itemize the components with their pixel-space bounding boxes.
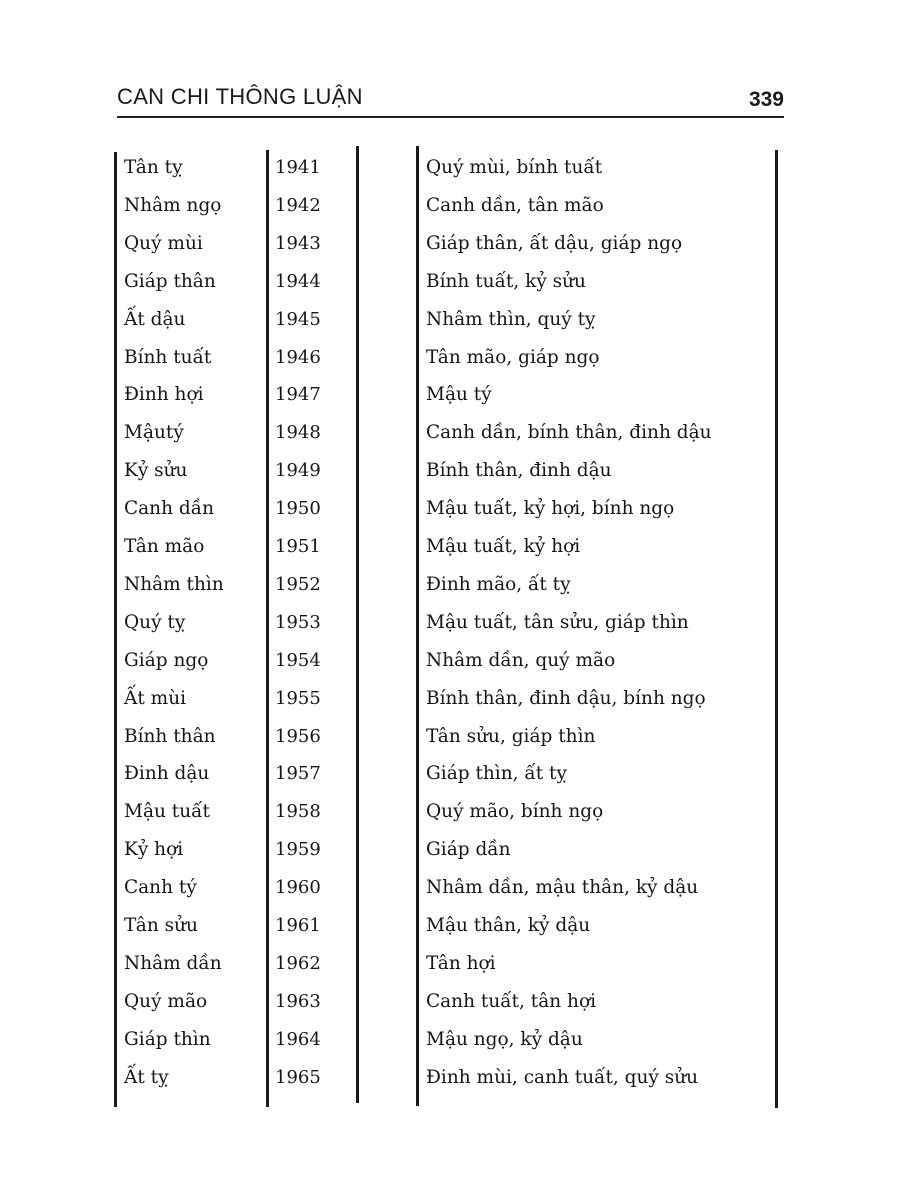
can-chi-name: Nhâm dần [124, 952, 222, 974]
can-chi-name: Tân sửu [124, 915, 198, 936]
compatible-years: Bính thân, đinh dậu, bính ngọ [426, 687, 706, 709]
compatible-years: Quý mão, bính ngọ [426, 801, 604, 823]
table-row [0, 301, 901, 339]
running-title: CAN CHI THÔNG LUẬN [117, 84, 363, 109]
can-chi-name: Quý tỵ [124, 611, 186, 633]
compatible-years: Nhâm dần, quý mão [426, 649, 616, 671]
can-chi-name: Tân tỵ [124, 157, 183, 178]
year: 1945 [275, 308, 321, 330]
compatible-years: Mậu tuất, kỷ hợi, bính ngọ [426, 498, 675, 520]
can-chi-name: Ất tỵ [124, 1066, 169, 1088]
year: 1959 [275, 839, 321, 861]
can-chi-name: Giáp thìn [124, 1028, 211, 1050]
year: 1964 [275, 1028, 321, 1050]
compatible-years: Tân mão, giáp ngọ [426, 346, 600, 368]
table-row [0, 907, 901, 945]
table-row [0, 755, 901, 793]
compatible-years: Mậu thân, kỷ dậu [426, 915, 591, 936]
compatible-years: Nhâm thìn, quý tỵ [426, 308, 596, 330]
table-row [0, 263, 901, 301]
can-chi-name: Kỷ hợi [124, 839, 184, 861]
year: 1952 [275, 573, 321, 595]
can-chi-name: Ất dậu [124, 308, 186, 330]
year: 1953 [275, 611, 321, 633]
year: 1941 [275, 157, 321, 178]
compatible-years: Đinh mùi, canh tuất, quý sửu [426, 1066, 699, 1088]
compatible-years: Nhâm dần, mậu thân, kỷ dậu [426, 877, 699, 899]
compatible-years: Canh dần, bính thân, đinh dậu [426, 422, 712, 444]
compatible-years: Mậu tý [426, 384, 492, 406]
table-row [0, 718, 901, 756]
table-row [0, 945, 901, 983]
can-chi-name: Tân mão [124, 536, 205, 557]
can-chi-name: Canh dần [124, 498, 214, 520]
year: 1958 [275, 801, 321, 823]
table-row [0, 680, 901, 718]
year: 1957 [275, 763, 321, 785]
year: 1946 [275, 346, 321, 368]
compatible-years: Giáp thân, ất dậu, giáp ngọ [426, 232, 683, 254]
table-row [0, 376, 901, 414]
table-row [0, 528, 901, 566]
compatible-years: Đinh mão, ất tỵ [426, 573, 571, 595]
year: 1951 [275, 536, 321, 557]
table-row [0, 225, 901, 263]
compatible-years: Mậu tuất, kỷ hợi [426, 536, 581, 557]
can-chi-name: Nhâm ngọ [124, 194, 222, 216]
year: 1943 [275, 232, 321, 254]
compatible-years: Quý mùi, bính tuất [426, 157, 603, 178]
table-row [0, 642, 901, 680]
compatible-years: Canh tuất, tân hợi [426, 990, 597, 1012]
compatible-years: Giáp dần [426, 839, 511, 861]
compatible-years: Bính tuất, kỷ sửu [426, 270, 586, 292]
can-chi-name: Đinh hợi [124, 384, 204, 406]
table-row [0, 1021, 901, 1059]
year: 1950 [275, 498, 321, 520]
can-chi-name: Quý mão [124, 990, 208, 1012]
year: 1949 [275, 460, 321, 482]
table-row [0, 793, 901, 831]
table-row [0, 983, 901, 1021]
table-row [0, 452, 901, 490]
year: 1962 [275, 952, 321, 974]
can-chi-name: Kỷ sửu [124, 460, 188, 482]
can-chi-name: Giáp thân [124, 270, 216, 292]
table-row [0, 490, 901, 528]
compatible-years: Mậu ngọ, kỷ dậu [426, 1028, 583, 1050]
year: 1942 [275, 194, 321, 216]
year: 1960 [275, 877, 321, 899]
year: 1948 [275, 422, 321, 444]
table-row [0, 831, 901, 869]
can-chi-name: Nhâm thìn [124, 573, 224, 595]
can-chi-name: Bính tuất [124, 346, 212, 368]
year: 1963 [275, 990, 321, 1012]
compatible-years: Canh dần, tân mão [426, 194, 604, 216]
can-chi-name: Giáp ngọ [124, 649, 209, 671]
can-chi-name: Bính thân [124, 725, 216, 747]
compatible-years: Tân hợi [426, 952, 496, 974]
year: 1954 [275, 649, 321, 671]
compatible-years: Bính thân, đinh dậu [426, 460, 612, 482]
can-chi-name: Đinh dậu [124, 763, 210, 785]
compatible-years: Tân sửu, giáp thìn [426, 725, 596, 747]
table-row [0, 1059, 901, 1097]
table-row [0, 187, 901, 225]
can-chi-name: Mậutý [124, 422, 184, 444]
can-chi-name: Canh tý [124, 877, 197, 899]
year: 1961 [275, 915, 321, 936]
year: 1965 [275, 1066, 321, 1088]
year: 1944 [275, 270, 321, 292]
table-row [0, 414, 901, 452]
year: 1947 [275, 384, 321, 406]
table-row [0, 566, 901, 604]
year: 1955 [275, 687, 321, 709]
table-row [0, 869, 901, 907]
page-number: 339 [748, 88, 784, 111]
table-row [0, 339, 901, 377]
year: 1956 [275, 725, 321, 747]
can-chi-name: Quý mùi [124, 232, 203, 254]
can-chi-name: Ất mùi [124, 687, 187, 709]
compatible-years: Giáp thìn, ất tỵ [426, 763, 567, 785]
can-chi-name: Mậu tuất [124, 801, 210, 823]
compatible-years: Mậu tuất, tân sửu, giáp thìn [426, 611, 689, 633]
table-row [0, 149, 901, 187]
table-row [0, 604, 901, 642]
